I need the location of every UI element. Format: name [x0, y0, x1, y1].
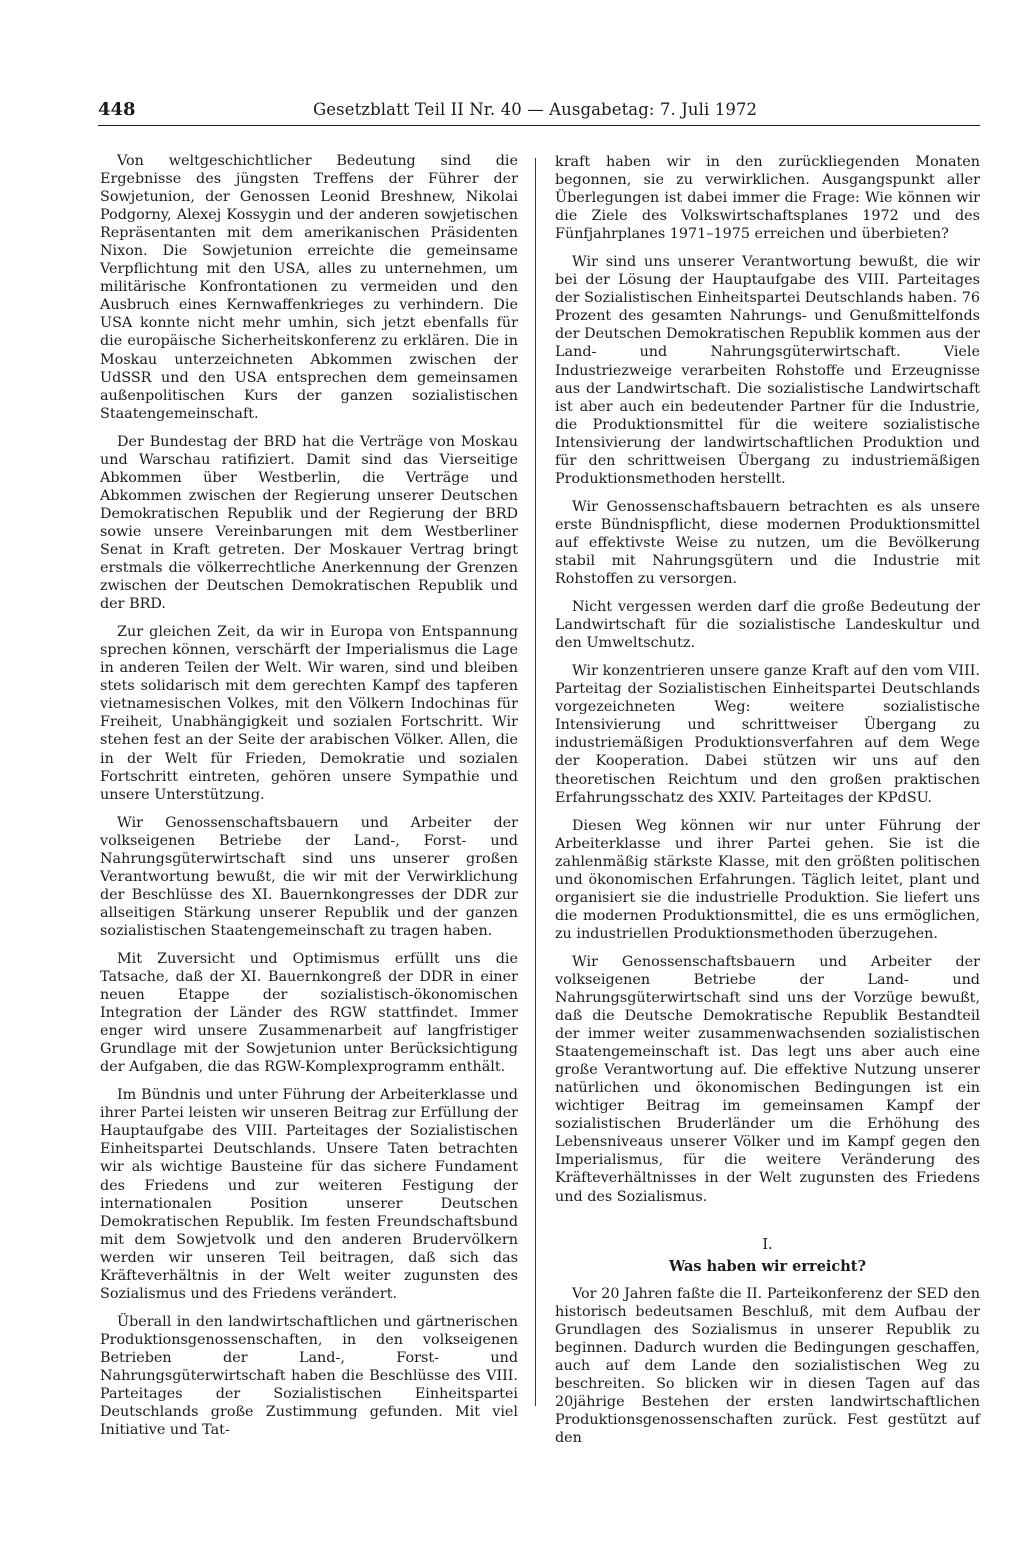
right-column	[555, 153, 980, 1457]
paragraph: Der Bundestag der BRD hat die Verträge von Moskau und Warschau ratifiziert. Damit sind das Vierseitige Abkommen über Westberlin, die Verträge und Abkommen zwischen der Regierung unserer Deutschen Demokratischen Republik und der Regierung der BRD sowie unsere Vereinbarungen mit dem Westberliner Senat in Kraft getreten. Der Moskauer Vertrag bringt erstmals die völkerrechtliche Anerkennung der Grenzen zwischen der Deutschen Demokratischen Republik und der BRD.	[100, 433, 518, 613]
running-title: Gesetzblatt Teil II Nr. 40 — Ausgabetag: 7. Juli 1972	[313, 100, 758, 119]
paragraph: Im Bündnis und unter Führung der Arbeiterklasse und ihrer Partei leisten wir unseren Beitrag zur Erfüllung der Hauptaufgabe des VIII. Parteitages der Sozialistischen Einheitspartei Deutschlands. Unsere Taten betrachten wir als wichtige Bausteine für das sichere Fundament des Friedens und zur weiteren Festigung der internationalen Position unserer Deutschen Demokratischen Republik. Im festen Freundschaftsbund mit dem Sowjetvolk und den anderen Brudervölkern werden wir unseren Teil beitragen, daß sich das Kräfteverhältnis in der Welt weiter zugunsten des Sozialismus und des Friedens verändert.	[100, 1087, 518, 1302]
section-number: I.	[762, 1236, 773, 1253]
paragraph: Überall in den landwirtschaftlichen und gärtnerischen Produktionsgenossenschaften, in den volkseigenen Betrieben der Land-, Forst- und Nahrungsgüterwirtschaft haben die Beschlüsse des VIII. Parteitages der Sozialistischen Einheitspartei Deutschlands große Zustimmung gefunden. Mit viel Initiative und Tat-	[100, 1313, 518, 1439]
section-heading: Was haben wir erreicht?	[668, 1257, 866, 1275]
column-divider	[535, 158, 536, 1406]
paragraph: Wir Genossenschaftsbauern betrachten es als unsere erste Bündnispflicht, diese modernen Produktionsmittel auf effektivste Weise zu nutzen, um die Bevölkerung stabil mit Nahrungsgütern und die Industrie mit Rohstoffen zu versorgen.	[555, 498, 980, 588]
page-header	[98, 99, 980, 126]
paragraph: Wir Genossenschaftsbauern und Arbeiter der volkseigenen Betriebe der Land-, Forst- und Nahrungsgüterwirtschaft sind uns unserer großen Verantwortung bewußt, die wir mit der Verwirklichung der Beschlüsse des XI. Bauernkongresses der DDR zur allseitigen Stärkung unserer Republik und der ganzen sozialistischen Staatengemeinschaft zu tragen haben.	[100, 814, 518, 939]
paragraph: Diesen Weg können wir nur unter Führung der Arbeiterklasse und ihrer Partei gehen. Sie ist die zahlenmäßig stärkste Klasse, mit den größten politischen und ökonomischen Erfahrungen. Täglich leitet, plant und organisiert sie die industrielle Produktion. Sie liefert uns die modernen Produktionsmittel, die es uns ermöglichen, zu industriellen Produktionsmethoden überzugehen.	[555, 817, 980, 942]
paragraph: kraft haben wir in den zurückliegenden Monaten begonnen, sie zu verwirklichen. Ausgangspunkt aller Überlegungen ist dabei immer die Frage: Wie können wir die Ziele des Volkswirtschaftsplanes 1972 und des Fünfjahrplanes 1971–1975 erreichen und überbieten?	[555, 154, 980, 243]
page-number: 448	[98, 99, 136, 120]
left-column	[100, 152, 518, 1449]
paragraph: Wir Genossenschaftsbauern und Arbeiter der volkseigenen Betriebe der Land- und Nahrungsgüterwirtschaft sind uns der Vorzüge bewußt, daß die Deutsche Demokratische Republik Bestandteil der immer weiter zusammenwachsenden sozialistischen Staatengemeinschaft ist. Das legt uns aber auch eine große Verantwortung auf. Die effektive Nutzung unserer natürlichen und ökonomischen Bedingungen ist ein wichtiger Beitrag im gemeinsamen Kampf der sozialistischen Bruderländer um die Erhöhung des Lebensniveaus unserer Völker und im Kampf gegen den Imperialismus, für die weitere Veränderung des Kräfteverhältnisses in der Welt zugunsten des Friedens und des Sozialismus.	[555, 953, 980, 1205]
paragraph: Wir konzentrieren unsere ganze Kraft auf den vom VIII. Parteitag der Sozialistischen Einheitspartei Deutschlands vorgezeichneten Weg: weitere sozialistische Intensivierung und schrittweiser Übergang zu industriemäßigen Produktionsverfahren auf dem Wege der Kooperation. Dabei stützen wir uns auf den theoretischen Reichtum und den großen praktischen Erfahrungsschatz des XXIV. Parteitages der KPdSU.	[555, 663, 980, 806]
paragraph: Mit Zuversicht und Optimismus erfüllt uns die Tatsache, daß der XI. Bauernkongreß der DDR in einer neuen Etappe der sozialistisch-ökonomischen Integration der Länder des RGW stattfindet. Immer enger wird unsere Zusammenarbeit auf langfristiger Grundlage mit der Sowjetunion unter Berücksichtigung der Aufgaben, die das RGW-Komplexprogramm enthält.	[100, 950, 518, 1076]
paragraph: Vor 20 Jahren faßte die II. Parteikonferenz der SED den historisch bedeutsamen Beschluß, mit dem Aufbau der Grundlagen des Sozialismus in unserer Republik zu beginnen. Dadurch wurden die Bedingungen geschaffen, auch auf dem Lande den sozialistischen Weg zu beschreiten. So blicken wir in diesen Tagen auf das 20jährige Bestehen der ersten landwirtschaftlichen Produktionsgenossenschaften zurück. Fest gestützt auf den	[555, 1285, 980, 1447]
paragraph: Wir sind uns unserer Verantwortung bewußt, die wir bei der Lösung der Hauptaufgabe des VIII. Parteitages der Sozialistischen Einheitspartei Deutschlands haben. 76 Prozent des gesamten Nahrungs- und Genußmittelfonds der Deutschen Demokratischen Republik kommen aus der Land- und Nahrungsgüterwirtschaft. Viele Industriezweige verarbeiten Rohstoffe und Erzeugnisse aus der Landwirtschaft. Die sozialistische Landwirtschaft ist aber auch ein bedeutender Partner für die Industrie, die Produktionsmittel für die weitere sozialistische Intensivierung der landwirtschaftlichen Produktion und für den schrittweisen Übergang zu industriemäßigen Produktionsmethoden herstellt.	[555, 254, 980, 487]
paragraph: Zur gleichen Zeit, da wir in Europa von Entspannung sprechen können, verschärft der Imperialismus die Lage in anderen Teilen der Welt. Wir waren, sind und bleiben stets solidarisch mit dem gerechten Kampf des tapferen vietnamesischen Volkes, mit den Völkern Indochinas für Freiheit, Unabhängigkeit und sozialen Fortschritt. Wir stehen fest an der Seite der arabischen Völker. Allen, die in der Welt für Frieden, Demokratie und sozialen Fortschritt eintreten, gehören unsere Sympathie und unsere Unterstützung.	[100, 624, 518, 803]
paragraph: Von weltgeschichtlicher Bedeutung sind die Ergebnisse des jüngsten Treffens der Führer der Sowjetunion, der Genossen Leonid Breshnew, Nikolai Podgorny, Alexej Kossygin und der anderen sowjetischen Repräsentanten mit dem amerikanischen Präsidenten Nixon. Die Sowjetunion erreichte die gemeinsame Verpflichtung mit den USA, alles zu unternehmen, um militärische Konfrontationen zu vermeiden und den Ausbruch eines Kernwaffenkrieges zu verhindern. Die USA konnte nicht mehr umhin, sich jetzt ebenfalls für die europäische Sicherheitskonferenz zu erklären. Die in Moskau unterzeichneten Abkommen zwischen der UdSSR und den USA entsprechen dem gemeinsamen außenpolitischen Kurs der ganzen sozialistischen Staatengemeinschaft.	[100, 153, 518, 422]
paragraph: Nicht vergessen werden darf die große Bedeutung der Landwirtschaft für die sozialistische Landeskultur und den Umweltschutz.	[555, 599, 980, 652]
